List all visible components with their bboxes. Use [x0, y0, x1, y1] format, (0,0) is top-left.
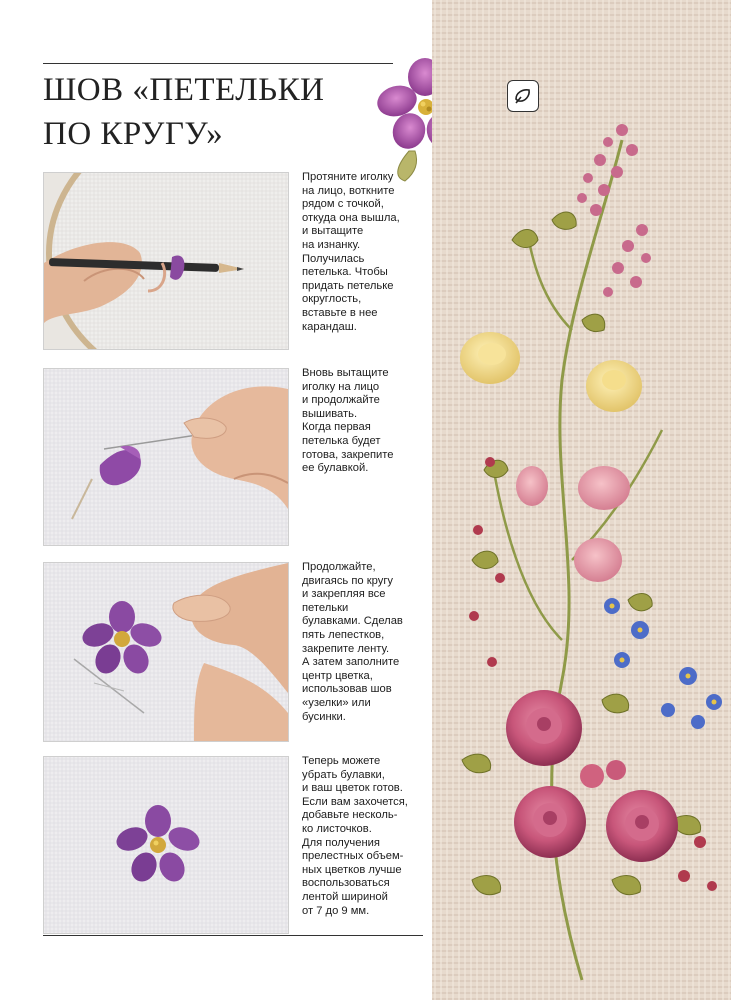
top-rule: [43, 63, 393, 64]
bottom-rule: [43, 935, 423, 936]
step-4-text: Теперь можете убрать булавки, и ваш цветок готов. Если вам захочется, добавьте несколь- ко листочков. Для получения прелестных объем- ных цветков лучше воспользоваться лентой шириной от 7 до 9 мм.: [302, 755, 408, 917]
step-2-text: Вновь вытащите иголку на лицо и продолжайте вышивать. Когда первая петелька будет готова, закрепите ее булавкой.: [302, 367, 394, 475]
step-1-text: Протяните иголку на лицо, воткните рядом с точкой, откуда она вышла, и вытащите на изнанку. Получилась петелька. Чтобы придать петельке округлость, вставьте в нее карандаш.: [302, 171, 400, 333]
title-line-1: ШОВ «ПЕТЕЛЬКИ: [43, 72, 325, 108]
title-line-2: ПО КРУГУ»: [43, 116, 224, 152]
step-3-photo: [43, 562, 289, 742]
ribbon-leaf-icon: [507, 80, 539, 112]
page-title: [43, 68, 373, 156]
embroidery-photo: [432, 0, 731, 1000]
step-4-photo: [43, 756, 289, 934]
step-2-photo: [43, 368, 289, 546]
step-3-text: Продолжайте, двигаясь по кругу и закрепляя все петельки булавками. Сделав пять лепестков, закрепите ленту. А затем заполните центр цветка, использовав шов «узелки» или бусинки.: [302, 561, 403, 723]
step-1-photo: [43, 172, 289, 350]
